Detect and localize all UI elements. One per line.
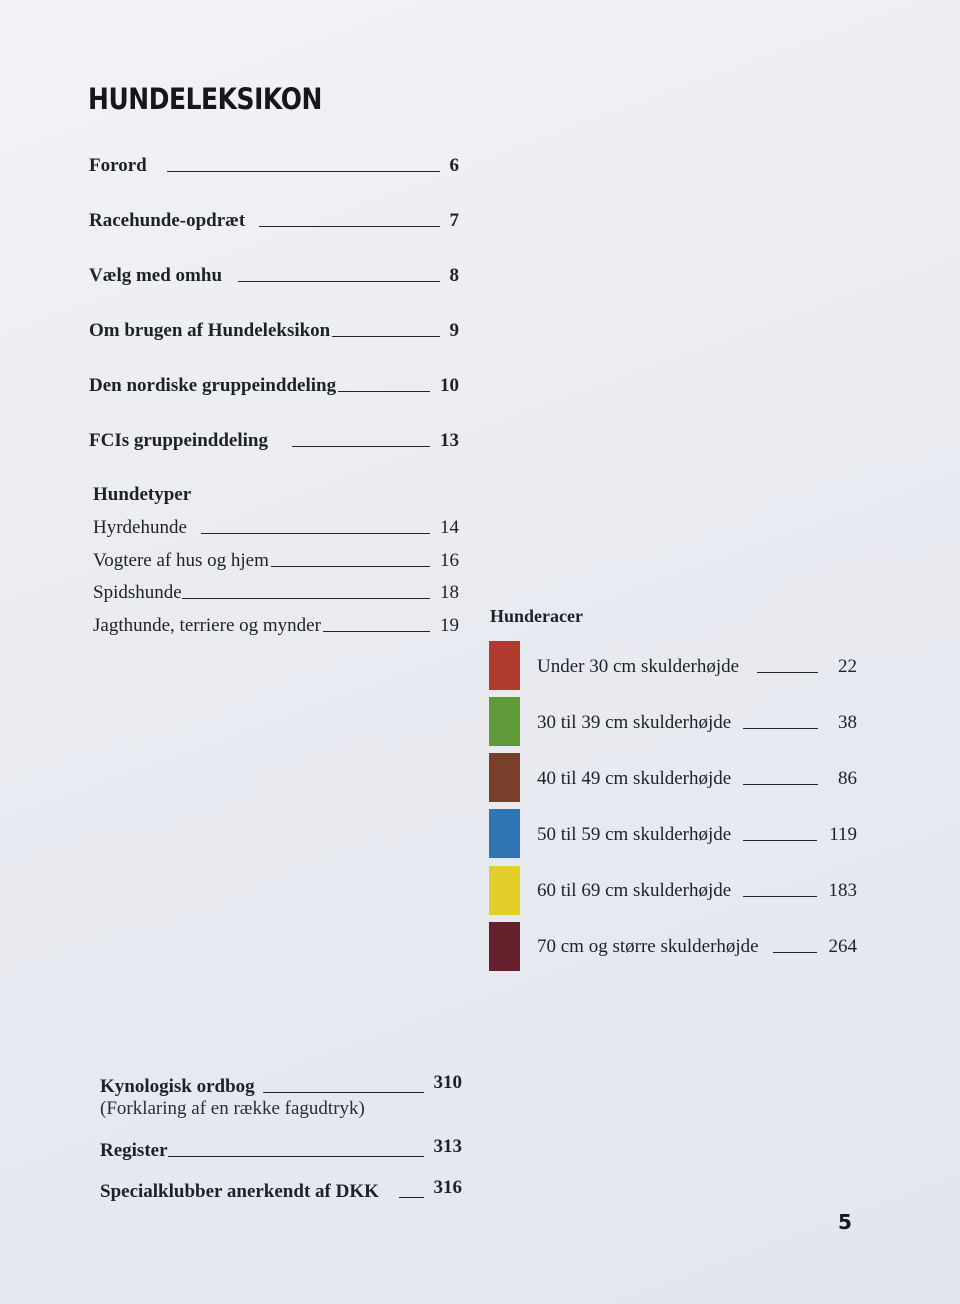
toc-entry-label: Om brugen af Hundeleksikon xyxy=(89,320,331,341)
leader-line xyxy=(399,1197,424,1198)
toc-entry-page: 9 xyxy=(449,320,459,341)
leader-line xyxy=(757,672,818,673)
toc-entry-page: 10 xyxy=(440,375,459,396)
toc-entry-page: 264 xyxy=(828,936,857,957)
toc-entry-page: 19 xyxy=(440,615,459,636)
leader-line xyxy=(743,896,816,897)
toc-race-50-59 xyxy=(537,824,857,846)
leader-line xyxy=(201,533,430,534)
toc-entry-label: Spidshunde xyxy=(93,582,182,603)
toc-subentry-jagthunde xyxy=(93,615,459,637)
toc-subentry-hyrdehunde xyxy=(93,517,459,539)
toc-entry-label: Specialklubber anerkendt af DKK xyxy=(100,1181,379,1202)
toc-entry-page: 18 xyxy=(440,582,459,603)
section-heading-hundetyper: Hundetyper xyxy=(93,484,192,505)
toc-entry-page: 6 xyxy=(449,155,459,176)
color-swatch-maroon xyxy=(489,922,520,971)
toc-subentry-spidshunde xyxy=(93,582,459,604)
leader-line xyxy=(338,391,430,392)
toc-race-under-30 xyxy=(537,656,857,678)
toc-entry-label: Racehunde-opdræt xyxy=(89,210,246,231)
toc-race-40-49 xyxy=(537,768,857,790)
toc-entry-label: Vogtere af hus og hjem xyxy=(93,550,269,571)
page-title: HUNDELEKSIKON xyxy=(88,82,322,116)
leader-line xyxy=(773,952,817,953)
toc-entry-fci-gruppeinddeling xyxy=(89,430,459,452)
toc-entry-racehunde-opdraet xyxy=(89,210,459,232)
leader-line xyxy=(743,840,817,841)
toc-race-30-39 xyxy=(537,712,857,734)
toc-entry-label: 60 til 69 cm skulderhøjde xyxy=(537,880,732,901)
color-swatch-red xyxy=(489,641,520,690)
toc-entry-label: Forord xyxy=(89,155,147,176)
toc-entry-nordiske-gruppeinddeling xyxy=(89,375,459,397)
toc-entry-page: 316 xyxy=(433,1177,462,1198)
leader-line xyxy=(182,598,430,599)
leader-line xyxy=(238,281,439,282)
toc-entry-label: 50 til 59 cm skulderhøjde xyxy=(537,824,732,845)
toc-race-70-plus xyxy=(537,936,857,958)
leader-line xyxy=(271,566,430,567)
leader-line xyxy=(292,446,430,447)
toc-race-60-69 xyxy=(537,880,857,902)
toc-entry-label: Den nordiske gruppeinddeling xyxy=(89,375,337,396)
toc-entry-note: (Forklaring af en række fagudtryk) xyxy=(100,1098,365,1119)
toc-entry-page: 22 xyxy=(838,656,857,677)
toc-entry-om-brugen xyxy=(89,320,459,342)
leader-line xyxy=(743,728,818,729)
leader-line xyxy=(263,1092,424,1093)
leader-line xyxy=(332,336,439,337)
toc-entry-page: 14 xyxy=(440,517,459,538)
toc-entry-specialklubber xyxy=(100,1177,462,1203)
page-number: 5 xyxy=(838,1210,852,1234)
leader-line xyxy=(743,784,818,785)
toc-entry-vaelg-med-omhu xyxy=(89,265,459,287)
color-swatch-green xyxy=(489,697,520,746)
color-swatch-blue xyxy=(489,809,520,858)
toc-entry-forord xyxy=(89,155,459,177)
toc-entry-label: Vælg med omhu xyxy=(89,265,223,286)
color-swatch-yellow xyxy=(489,866,520,915)
toc-entry-label: Hyrdehunde xyxy=(93,517,187,538)
toc-entry-page: 183 xyxy=(828,880,857,901)
leader-line xyxy=(323,631,430,632)
toc-entry-page: 38 xyxy=(838,712,857,733)
toc-entry-label: Jagthunde, terriere og mynder xyxy=(93,615,321,636)
toc-entry-page: 86 xyxy=(838,768,857,789)
toc-entry-register xyxy=(100,1136,462,1162)
toc-entry-page: 313 xyxy=(433,1136,462,1157)
toc-entry-page: 310 xyxy=(433,1072,462,1093)
toc-entry-page: 16 xyxy=(440,550,459,571)
leader-line xyxy=(167,171,440,172)
toc-entry-kynologisk-ordbog xyxy=(100,1072,462,1098)
color-swatch-brown xyxy=(489,753,520,802)
toc-entry-label: Register xyxy=(100,1140,168,1161)
toc-entry-label: Kynologisk ordbog xyxy=(100,1076,255,1097)
toc-entry-label: 70 cm og større skulderhøjde xyxy=(537,936,759,957)
toc-entry-page: 7 xyxy=(449,210,459,231)
toc-entry-label: 40 til 49 cm skulderhøjde xyxy=(537,768,732,789)
toc-entry-label: 30 til 39 cm skulderhøjde xyxy=(537,712,732,733)
section-heading-hunderacer: Hunderacer xyxy=(490,606,583,626)
leader-line xyxy=(168,1156,424,1157)
leader-line xyxy=(259,226,439,227)
toc-entry-page: 13 xyxy=(440,430,459,451)
toc-entry-label: FCIs gruppeinddeling xyxy=(89,430,268,451)
toc-entry-label: Under 30 cm skulderhøjde xyxy=(537,656,740,677)
toc-entry-page: 8 xyxy=(449,265,459,286)
toc-entry-page: 119 xyxy=(829,824,857,845)
toc-subentry-vogtere xyxy=(93,550,459,572)
